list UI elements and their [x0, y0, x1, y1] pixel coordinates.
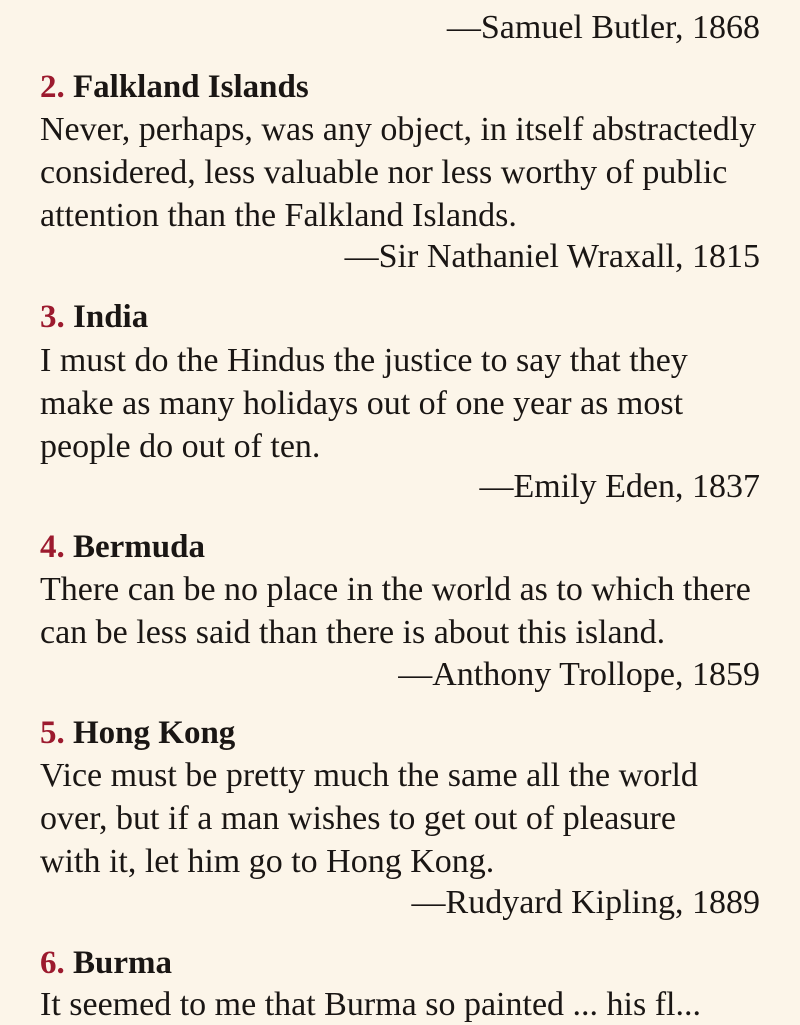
quote-3-line-2: make as many holidays out of one year as most — [40, 385, 684, 422]
attribution-1: —Samuel Butler, 1868 — [446, 9, 760, 46]
quote-3 — [40, 339, 770, 468]
entry-number-2: 2. — [40, 69, 65, 105]
entry-heading-5 — [40, 713, 235, 753]
quote-3-line-3: people do out of ten. — [40, 428, 321, 465]
entry-number-5: 5. — [40, 715, 65, 751]
entry-place-2: Falkland Islands — [73, 69, 309, 105]
entry-place-4: Bermuda — [73, 529, 205, 565]
attribution-5: —Rudyard Kipling, 1889 — [411, 884, 760, 921]
quote-4-line-1: There can be no place in the world as to which there — [40, 571, 751, 608]
quote-5-line-3: with it, let him go to Hong Kong. — [40, 843, 495, 880]
quote-4-line-2: can be less said than there is about this island. — [40, 614, 666, 651]
entry-place-5: Hong Kong — [73, 715, 236, 751]
quote-2 — [40, 108, 770, 237]
quote-2-line-2: considered, less valuable nor less worthy of public — [40, 154, 728, 191]
quote-2-line-1: Never, perhaps, was any object, in itself abstractedly — [40, 111, 757, 148]
entry-number-6: 6. — [40, 945, 65, 981]
quote-5 — [40, 754, 770, 883]
entry-number-4: 4. — [40, 529, 65, 565]
attribution-2: —Sir Nathaniel Wraxall, 1815 — [344, 238, 760, 275]
attribution-3: —Emily Eden, 1837 — [479, 468, 760, 505]
quote-6-line-1: It seemed to me that Burma so painted ... his fl... — [40, 986, 701, 1023]
entry-heading-3 — [40, 297, 148, 337]
quote-5-line-1: Vice must be pretty much the same all the world — [40, 757, 698, 794]
entry-place-3: India — [73, 299, 149, 335]
entry-heading-2 — [40, 67, 309, 107]
quote-3-line-1: I must do the Hindus the justice to say that they — [40, 342, 688, 379]
attribution-4: —Anthony Trollope, 1859 — [398, 656, 760, 693]
entry-place-6: Burma — [73, 945, 172, 981]
quote-4 — [40, 568, 770, 654]
quote-2-line-3: attention than the Falkland Islands. — [40, 197, 517, 234]
entry-number-3: 3. — [40, 299, 65, 335]
entry-heading-6 — [40, 943, 172, 983]
entry-heading-4 — [40, 527, 205, 567]
quote-5-line-2: over, but if a man wishes to get out of pleasure — [40, 800, 676, 837]
